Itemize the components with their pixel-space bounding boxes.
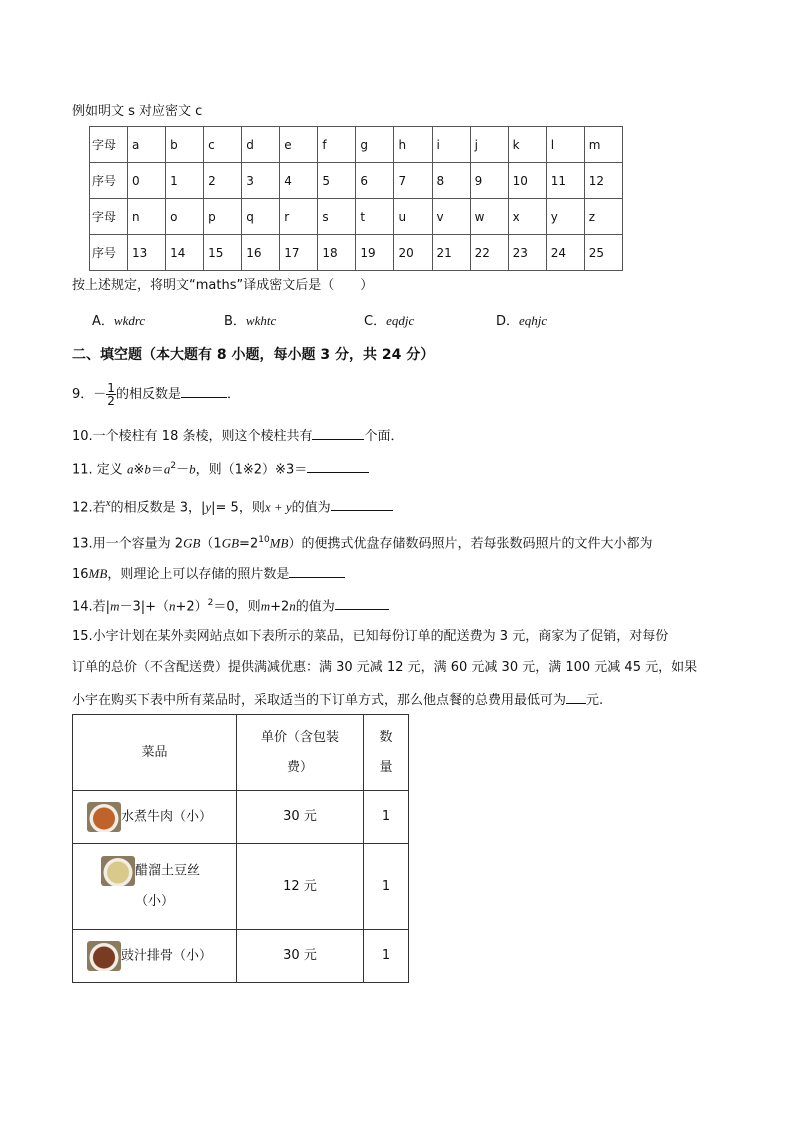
- table-cell: 11: [546, 163, 584, 199]
- q13-line1: 13.用一个容量为 $2GB(1GB=2^{10}MB)$的便携式优盘存储数码照片，若每张数码照片的文件大小都为: [72, 535, 653, 552]
- q15-line1: 15.小宇计划在某外卖网站点如下表所示的菜品，已知每份订单的配送费为 3 元，商家为了促销，对每份: [72, 629, 669, 644]
- table-cell: m: [584, 127, 622, 163]
- table-cell: k: [508, 127, 546, 163]
- table-cell: u: [394, 199, 432, 235]
- table-cell: i: [432, 127, 470, 163]
- q12: 12.若$^x$的相反数是 3，|y|= 5，则x + y的值为: [72, 494, 393, 517]
- row-header: 字母: [90, 127, 128, 163]
- dish-cell: 水煮牛肉（小）: [73, 791, 237, 844]
- table-cell: s: [318, 199, 356, 235]
- table-cell: 24: [546, 235, 584, 271]
- table-cell: v: [432, 199, 470, 235]
- dish-photo: [87, 802, 121, 832]
- fraction: $\frac{1}{2}$: [107, 381, 115, 408]
- table-cell: p: [204, 199, 242, 235]
- answer-blank[interactable]: [331, 497, 393, 511]
- answer-blank[interactable]: [335, 596, 389, 610]
- q15-line2: 订单的总价（不含配送费）提供满减优惠：满 30 元减 12 元，满 60 元减 30 元，满 100 元减 45 元，如果: [72, 660, 698, 675]
- price-cell: 12 元: [237, 844, 364, 930]
- table-cell: 15: [204, 235, 242, 271]
- table-cell: 7: [394, 163, 432, 199]
- q10: 10.一个棱柱有 18 条棱，则这个棱柱共有 个面．: [72, 426, 404, 446]
- table-cell: 10: [508, 163, 546, 199]
- table-cell: z: [584, 199, 622, 235]
- header-price: 单价（含包装 费）: [237, 715, 364, 791]
- table-cell: 5: [318, 163, 356, 199]
- price-cell: 30 元: [237, 930, 364, 983]
- table-cell: d: [242, 127, 280, 163]
- header-qty: 数 量: [364, 715, 409, 791]
- table-cell: 20: [394, 235, 432, 271]
- table-cell: x: [508, 199, 546, 235]
- option-d[interactable]: D．eqhjc: [496, 313, 548, 329]
- table-cell: 16: [242, 235, 280, 271]
- row-header: 序号: [90, 235, 128, 271]
- q9: 9．－ $\frac{1}{2}$ 的相反数是 ．: [72, 381, 240, 408]
- table-cell: l: [546, 127, 584, 163]
- table-cell: 4: [280, 163, 318, 199]
- table-cell: e: [280, 127, 318, 163]
- table-cell: 18: [318, 235, 356, 271]
- table-row: [73, 791, 409, 844]
- table-cell: 12: [584, 163, 622, 199]
- menu-table: [72, 714, 409, 983]
- menu-header-row: [73, 715, 409, 791]
- q11: 11. 定义 $a※b=a^2-b$，则（1※2）※3＝: [72, 457, 369, 479]
- table-cell: o: [166, 199, 204, 235]
- table-cell: c: [204, 127, 242, 163]
- table-cell: q: [242, 199, 280, 235]
- q14: 14.若$|m-3|+(n+2)^2=0$，则m+2n的值为: [72, 594, 389, 616]
- table-cell: 8: [432, 163, 470, 199]
- table-cell: 9: [470, 163, 508, 199]
- table-cell: 23: [508, 235, 546, 271]
- cipher-table: [89, 126, 623, 271]
- table-cell: a: [128, 127, 166, 163]
- table-cell: r: [280, 199, 318, 235]
- table-cell: 6: [356, 163, 394, 199]
- table-cell: 25: [584, 235, 622, 271]
- q8-options: [92, 310, 592, 328]
- table-cell: 21: [432, 235, 470, 271]
- table-cell: 1: [166, 163, 204, 199]
- table-cell: 22: [470, 235, 508, 271]
- qty-cell: 1: [364, 930, 409, 983]
- table-cell: 2: [204, 163, 242, 199]
- table-cell: h: [394, 127, 432, 163]
- table-cell: 17: [280, 235, 318, 271]
- table-cell: 0: [128, 163, 166, 199]
- table-row: [90, 127, 623, 163]
- header-dish: 菜品: [73, 715, 237, 791]
- table-cell: w: [470, 199, 508, 235]
- table-cell: 14: [166, 235, 204, 271]
- answer-blank[interactable]: [566, 690, 586, 704]
- table-row: [90, 163, 623, 199]
- dish-photo: [87, 941, 121, 971]
- table-cell: t: [356, 199, 394, 235]
- table-cell: 3: [242, 163, 280, 199]
- row-header: 字母: [90, 199, 128, 235]
- table-row: [73, 844, 409, 930]
- price-cell: 30 元: [237, 791, 364, 844]
- answer-blank[interactable]: [312, 426, 364, 440]
- intro-line: 例如明文 s 对应密文 c: [72, 104, 203, 119]
- dish-cell: 豉汁排骨（小）: [73, 930, 237, 983]
- table-cell: 19: [356, 235, 394, 271]
- option-c[interactable]: C．eqdjc: [364, 313, 415, 329]
- table-cell: n: [128, 199, 166, 235]
- qty-cell: 1: [364, 844, 409, 930]
- section-title: 二、填空题（本大题有 8 小题，每小题 3 分，共 24 分）: [72, 347, 435, 363]
- answer-blank[interactable]: [307, 459, 369, 473]
- table-cell: 13: [128, 235, 166, 271]
- q13-line2: 16MB，则理论上可以存储的照片数是: [72, 564, 345, 584]
- table-cell: y: [546, 199, 584, 235]
- table-cell: b: [166, 127, 204, 163]
- row-header: 序号: [90, 163, 128, 199]
- q8-stem: 按上述规定，将明文“maths”译成密文后是（ ）: [72, 278, 374, 293]
- answer-blank[interactable]: [289, 564, 345, 578]
- table-cell: g: [356, 127, 394, 163]
- table-row: [90, 199, 623, 235]
- option-b[interactable]: B．wkhtc: [224, 313, 277, 329]
- option-a[interactable]: A．wkdrc: [92, 313, 146, 329]
- table-row: [73, 930, 409, 983]
- table-cell: f: [318, 127, 356, 163]
- dish-photo: [101, 856, 135, 886]
- answer-blank[interactable]: [181, 384, 227, 398]
- table-cell: j: [470, 127, 508, 163]
- qty-cell: 1: [364, 791, 409, 844]
- q15-line3: 小宇在购买下表中所有菜品时，采取适当的下订单方式，那么他点餐的总费用最低可为 元.: [72, 690, 603, 710]
- dish-cell: 醋溜土豆丝 （小）: [73, 844, 237, 930]
- table-row: [90, 235, 623, 271]
